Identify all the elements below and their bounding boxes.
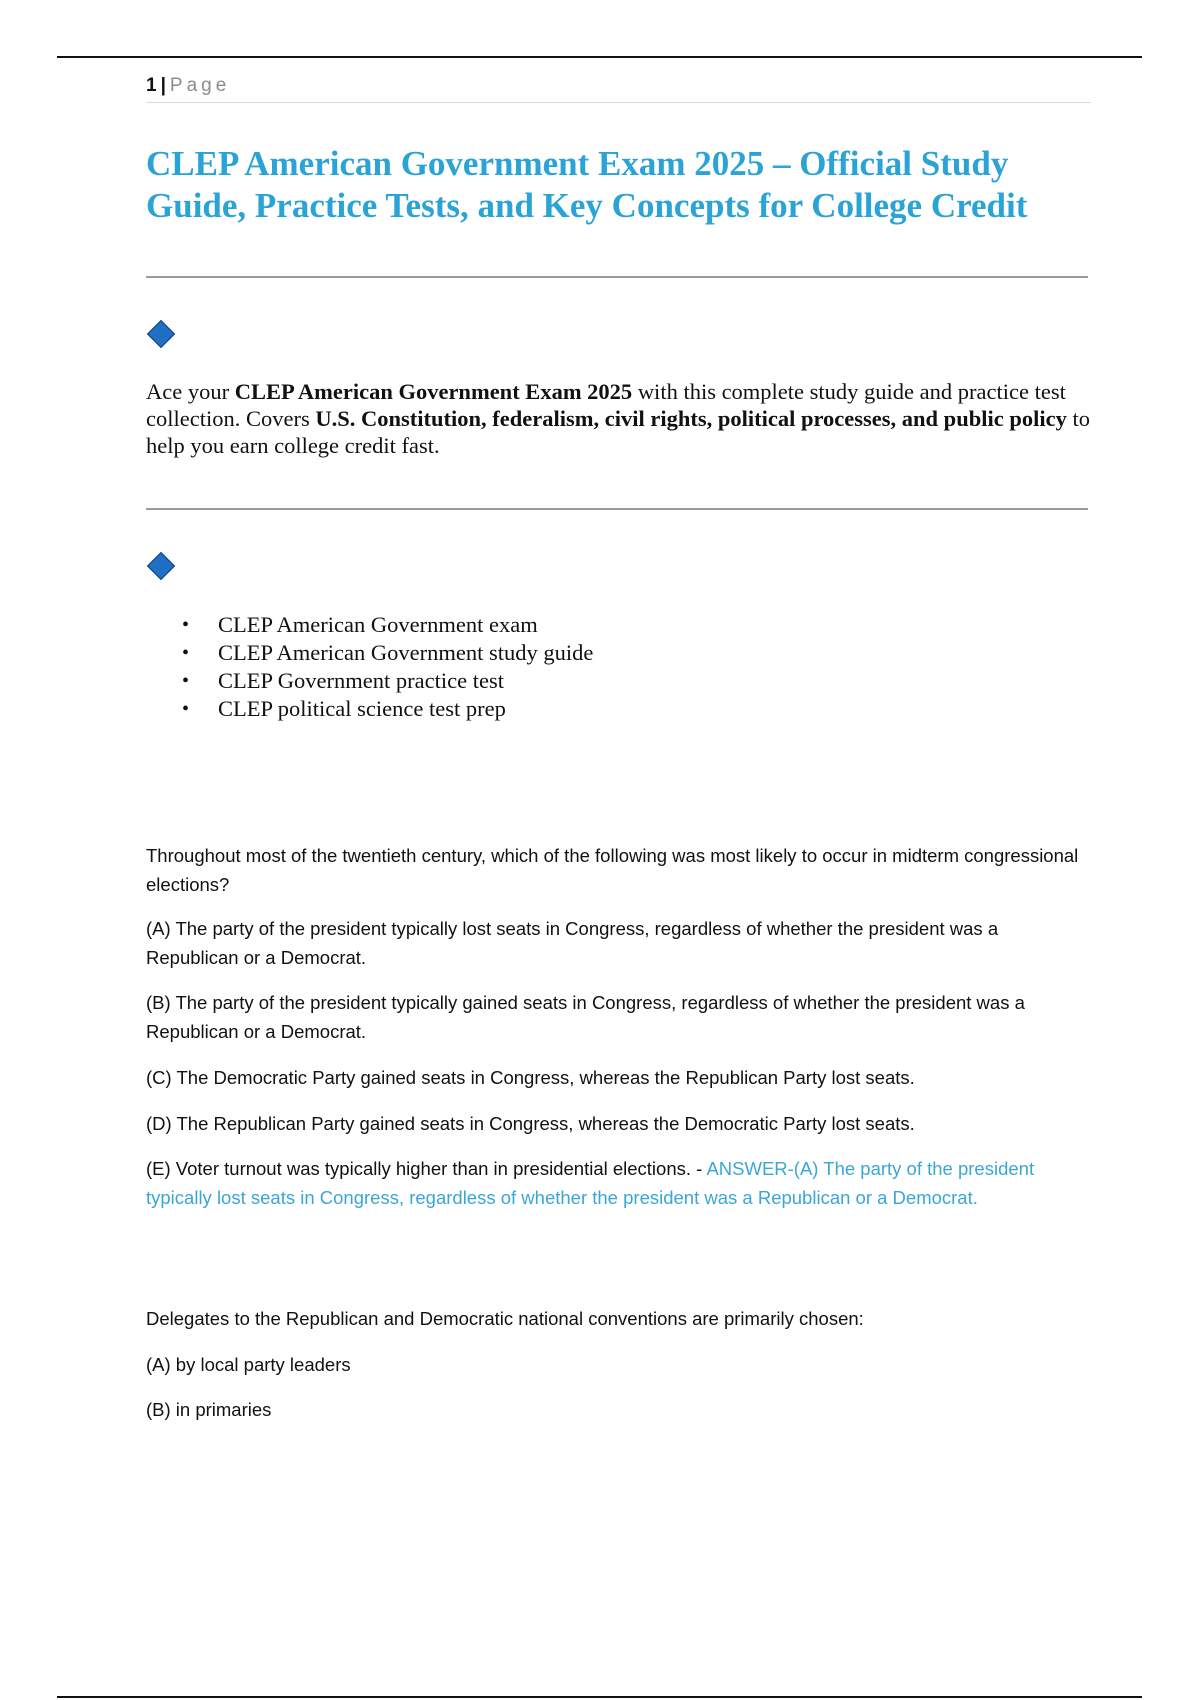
intro-paragraph	[146, 378, 1091, 459]
answer-option: (D) The Republican Party gained seats in Congress, whereas the Democratic Party lost seats.	[146, 1113, 915, 1134]
keyword-item: • CLEP American Government study guide	[218, 639, 593, 667]
intro-text-1: Ace your	[146, 379, 235, 404]
diamond-bullet-icon	[147, 320, 175, 348]
intro-bold-2: U.S. Constitution, federalism, civil rights, political processes, and public policy	[315, 406, 1067, 431]
answer-option: (B) The party of the president typically gained seats in Congress, regardless of whether the president was a Republican or a Democrat.	[146, 992, 1025, 1042]
question-stem: Throughout most of the twentieth century, which of the following was most likely to occur in midterm congressional elections?	[146, 845, 1079, 895]
diamond-bullet-icon	[147, 552, 175, 580]
bottom-border-rule	[57, 1696, 1142, 1698]
answer-option-with-key	[146, 1154, 1091, 1212]
keyword-item: • CLEP American Government exam	[218, 611, 593, 639]
page-header	[146, 74, 1091, 103]
page-separator: |	[160, 75, 166, 96]
top-border-rule	[57, 56, 1142, 58]
answer-key: ANSWER-(A) The party of the president typically lost seats in Congress, regardless of whether the president was a Republican or a Democrat.	[146, 1158, 1035, 1208]
section-divider	[146, 508, 1088, 510]
answer-option: (A) by local party leaders	[146, 1354, 351, 1375]
answer-option: (C) The Democratic Party gained seats in Congress, whereas the Republican Party lost seats.	[146, 1067, 915, 1088]
answer-option: (B) in primaries	[146, 1399, 272, 1420]
page-word: Page	[169, 75, 231, 96]
keyword-item: • CLEP Government practice test	[218, 667, 593, 695]
keyword-item: • CLEP political science test prep	[218, 695, 593, 723]
document-title: CLEP American Government Exam 2025 – Official Study Guide, Practice Tests, and Key Concepts for College Credit	[146, 144, 1028, 225]
answer-option: (E) Voter turnout was typically higher than in presidential elections. -	[146, 1158, 707, 1179]
intro-text-2: with this complete study guide and practice test collection. Covers	[146, 379, 1066, 431]
intro-bold-1: CLEP American Government Exam 2025	[234, 379, 633, 404]
section-divider	[146, 276, 1088, 278]
answer-option: (A) The party of the president typically lost seats in Congress, regardless of whether the president was a Republican or a Democrat.	[146, 918, 999, 968]
page-number: 1	[146, 75, 157, 96]
question-stem: Delegates to the Republican and Democratic national conventions are primarily chosen:	[146, 1308, 864, 1329]
keyword-list	[146, 611, 593, 723]
intro-text-3: to help you earn college credit fast.	[146, 406, 1090, 458]
